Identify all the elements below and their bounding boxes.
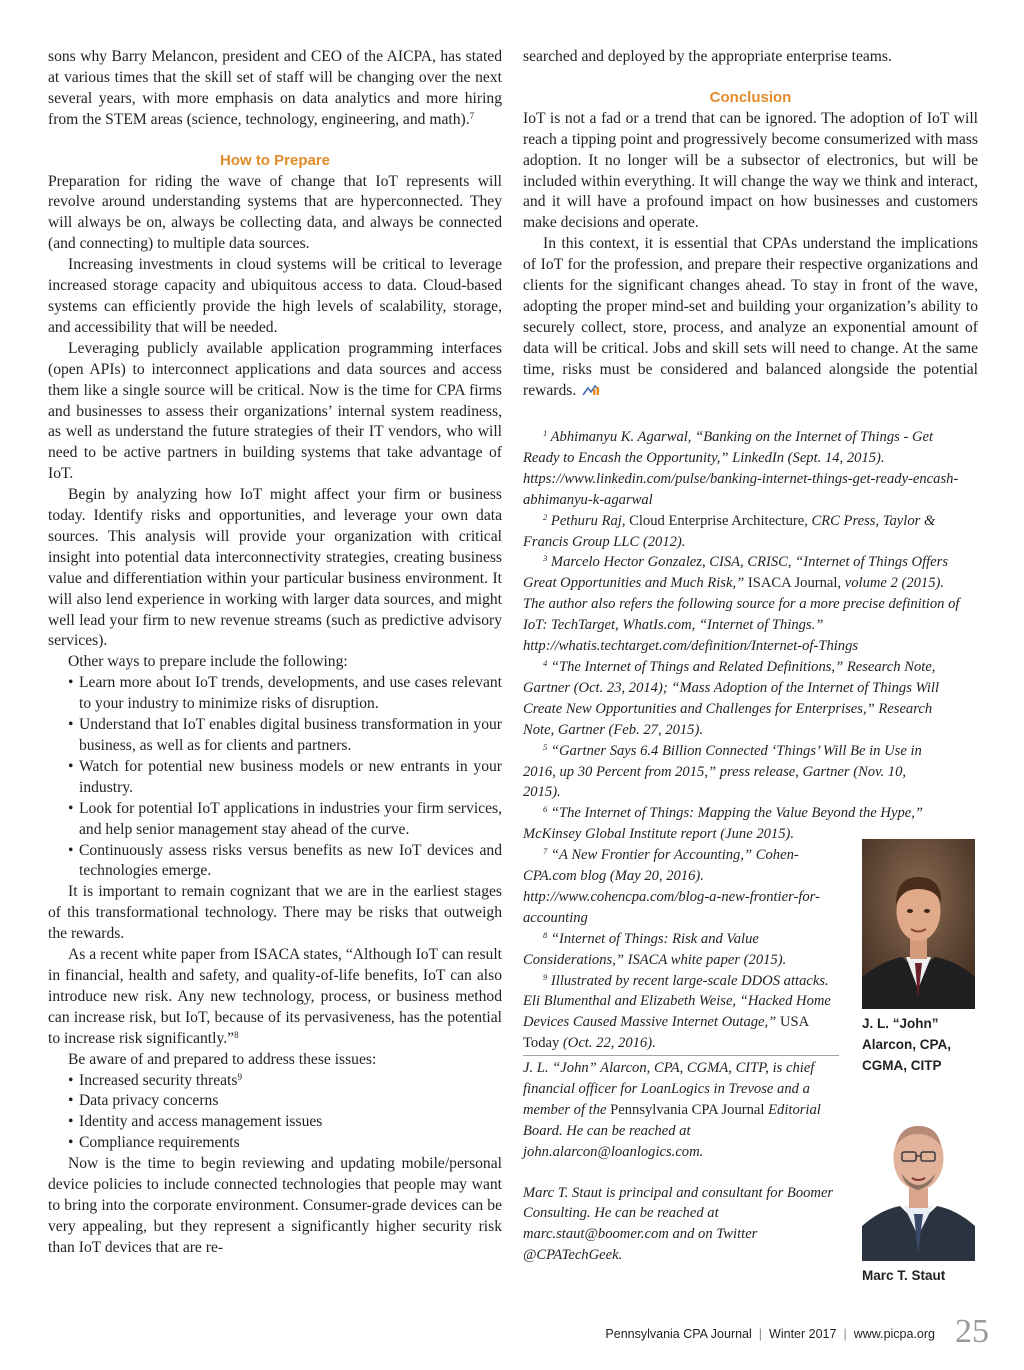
- bio-staut: Marc T. Staut is principal and consultant for Boomer Consulting. He can be reached at marc.staut@boomer.com and on Twitter @CPATechGeek.: [523, 1184, 834, 1264]
- paragraph: Be aware of and prepared to address these issues:: [68, 1050, 377, 1068]
- portrait-staut-icon: [862, 1086, 975, 1261]
- footer-separator: |: [758, 1327, 763, 1341]
- paragraph: Begin by analyzing how IoT might affect your firm or business today. Identify risks and opportunities, and leverage your own data sources. This analysis will provide your organization with critical insight into potential data interconnectivity strategies, creating business value and differentiation within your particular business environment. It will also lend experience in working with larger data sources, and might well lead your firm to new revenue streams (such as predictive advisory services).: [48, 486, 502, 650]
- paragraph: It is important to remain cognizant that we are in the earliest stages of this transformational technology. There may be risks that outweigh the rewards.: [48, 883, 502, 943]
- endnote: $^8$ “Internet of Things: Risk and Value Considerations,” ISACA white paper (2015).: [523, 929, 787, 968]
- author-photo-staut: [862, 1086, 975, 1261]
- list-item: • Data privacy concerns: [68, 1091, 502, 1112]
- portrait-alarcon-icon: [862, 839, 975, 1009]
- list-item: • Understand that IoT enables digital business transformation in your business, as well as for clients and partners.: [68, 715, 502, 757]
- photo-caption-alarcon: J. L. “John” Alarcon, CPA, CGMA, CITP: [862, 1016, 952, 1073]
- author-bios: [523, 1055, 843, 1266]
- footnote-ref: 9: [237, 1071, 242, 1082]
- photo-caption-staut: Marc T. Staut: [862, 1268, 946, 1283]
- heading-conclusion: Conclusion: [709, 88, 792, 106]
- issues-list: [48, 1071, 502, 1155]
- author-photo-alarcon: [862, 839, 975, 1009]
- page-footer: [605, 1327, 935, 1341]
- endnote: $^1$ Abhimanyu K. Agarwal, “Banking on the Internet of Things - Get Ready to Encash the Opportunity,” LinkedIn (Sept. 14, 2015). https://www.linkedin.com/pulse/banking-internet-things-get-ready-encash-abhimanyu-k-agarwal: [523, 428, 959, 508]
- endnote: $^2$ Pethuru Raj, Cloud Enterprise Architecture, CRC Press, Taylor & Francis Group LLC (2012).: [523, 511, 936, 550]
- paragraph: Increasing investments in cloud systems will be critical to leverage increased storage capacity and ubiquitous access to data. Cloud-based systems can efficiently provide the high levels of scalability, storage, and accessibility that will be needed.: [48, 256, 502, 336]
- paragraph-intro: sons why Barry Melancon, president and CEO of the AICPA, has stated at various times that the skill set of staff will be changing over the next several years, with more emphasis on data analytics and more hiring from the STEM areas (science, technology, engineering, and math).$^7$: [48, 48, 502, 128]
- list-item: • Watch for potential new business models or new entrants in your industry.: [68, 757, 502, 799]
- endnote: $^4$ “The Internet of Things and Related Definitions,” Research Note, Gartner (Oct. 23, 2014); “Mass Adoption of the Internet of Things Will Create New Opportunities and Challenges for Enterprises,” Research Note, Gartner (Feb. 27, 2015).: [523, 657, 940, 738]
- endnote: $^3$ Marcelo Hector Gonzalez, CISA, CRISC, “Internet of Things Offers Great Opportunities and Much Risk,” ISACA Journal, volume 2 (2015). The author also refers the following source for a more precise definition of IoT: TechTarget, WhatIs.com, “Internet of Things.” http://whatis.techtarget.com/definition/Internet-of-Things: [523, 553, 960, 655]
- endnote: $^5$ “Gartner Says 6.4 Billion Connected ‘Things’ Will Be in Use in 2016, up 30 Percent from 2015,” press release, Gartner (Nov. 10, 2015).: [523, 741, 922, 801]
- list-item: • Identity and access management issues: [68, 1112, 502, 1133]
- footer-separator: |: [843, 1327, 847, 1341]
- heading-how-to-prepare: How to Prepare: [219, 151, 331, 169]
- end-of-article-icon: [582, 384, 600, 396]
- paragraph: Preparation for riding the wave of change that IoT represents will revolve around understanding systems that are hyperconnected. They will always be on, always be collecting data, and always be connected (and connecting) to multiple data sources.: [48, 172, 502, 253]
- paragraph: Leveraging publicly available application programming interfaces (open APIs) to interconnect applications and data sources and access them like a single source will be critical. Now is the time for CPA firms and businesses to assess their organizations’ internal system readiness, as well as understand the future strategies of their IT vendors, who will need to be active partners in building systems that take advantage of IoT.: [48, 339, 502, 483]
- paragraph: Now is the time to begin reviewing and updating mobile/personal device policies to include connected technologies that people may want to bring into the corporate environment. Consumer-grade devices can be very appealing, but they represent a significantly higher security risk than IoT devices that are re-: [48, 1155, 502, 1256]
- list-item: • Continuously assess risks versus benefits as new IoT devices and technologies emerge.: [68, 841, 502, 883]
- list-item: • Look for potential IoT applications in industries your firm services, and help senior management stay ahead of the curve.: [68, 799, 502, 841]
- paragraph: IoT is not a fad or a trend that can be ignored. The adoption of IoT will reach a tipping point and progressively become consumerized with mass adoption. It no longer will be a subsector of electronics, but will be included within everything. It will change the way we think and interact, and it will have a profound impact on how businesses and customers make decisions and operate.: [523, 109, 978, 232]
- bio-alarcon: J. L. “John” Alarcon, CPA, CGMA, CITP, is chief financial officer for LoanLogics in Trevose and a member of the Pennsylvania CPA Journal Editorial Board. He can be reached at john.alarcon@loanlogics.com.: [523, 1060, 821, 1160]
- endnote: $^9$ Illustrated by recent large-scale DDOS attacks. Eli Blumenthal and Elizabeth Weise, “Hacked Home Devices Caused Massive Internet Outage,” USA Today (Oct. 22, 2016).: [523, 971, 831, 1052]
- list-item: • Compliance requirements: [68, 1133, 502, 1154]
- paragraph: Other ways to prepare include the following:: [68, 653, 348, 671]
- page-number: 25: [955, 1313, 989, 1350]
- prepare-bullet-list: [48, 673, 502, 882]
- paragraph-isaca-quote: As a recent white paper from ISACA states, “Although IoT can result in financial, health and safety, and quality-of-life benefits, IoT can also introduce new risk. Any new technology, process, or business method can increase risk, but IoT, because of its pervasiveness, has the potential to increase risk significantly.”$^8$: [48, 946, 502, 1047]
- footer-issue: Winter 2017: [769, 1327, 837, 1341]
- list-item: • Increased security threats$^9$: [68, 1071, 502, 1092]
- footer-journal: Pennsylvania CPA Journal: [605, 1327, 752, 1341]
- bio-divider: [523, 1055, 839, 1056]
- footnote-ref: 7: [469, 110, 475, 121]
- endnote: $^6$ “The Internet of Things: Mapping the Value Beyond the Hype,” McKinsey Global Institute report (June 2015).: [523, 804, 923, 843]
- paragraph-continued: searched and deployed by the appropriate enterprise teams.: [523, 48, 892, 65]
- footnote-ref: 8: [234, 1029, 239, 1040]
- endnote: $^7$ “A New Frontier for Accounting,” Cohen-CPA.com blog (May 20, 2016). http://www.cohencpa.com/blog-a-new-frontier-for-accounting: [523, 846, 820, 926]
- footer-website: www.picpa.org: [853, 1327, 935, 1341]
- paragraph: In this context, it is essential that CPAs understand the implications of IoT for the profession, and prepare their respective organizations and clients for the significant changes ahead. To stay in front of the wave, adopting the proper mind-set and building your organization’s ability to securely collect, store, process, and analyze an exponential amount of data will be critical. Jobs and skill sets will need to change. At the same time, risks must be considered and balanced alongside the potential rewards.: [523, 235, 978, 399]
- right-column: [523, 47, 978, 402]
- list-item: • Learn more about IoT trends, developments, and use cases relevant to your industry to minimize risks of disruption.: [68, 673, 502, 715]
- left-column: [48, 47, 502, 1259]
